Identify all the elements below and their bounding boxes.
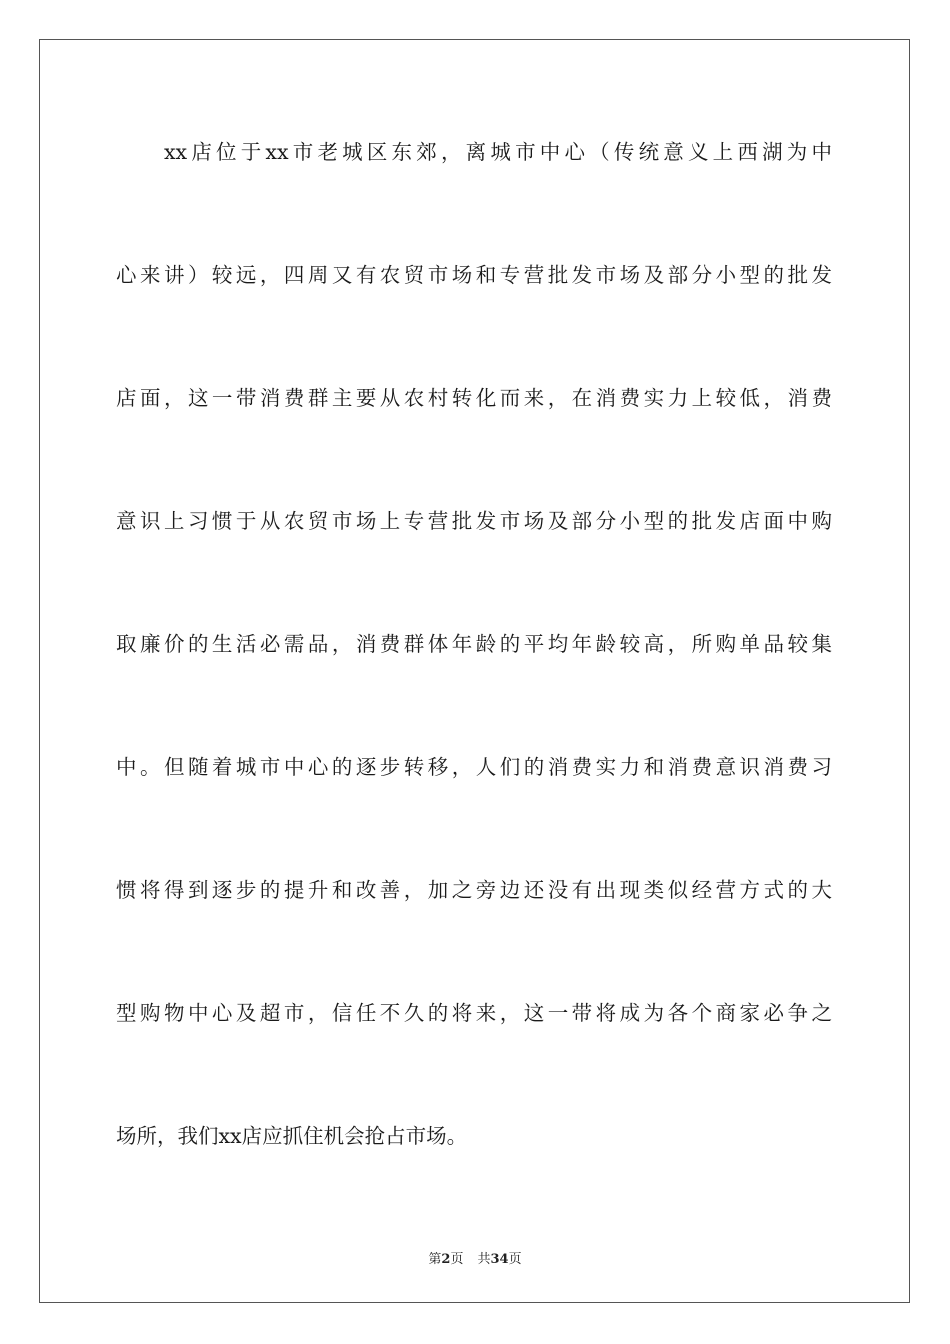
page-suffix: 页 — [450, 1252, 464, 1267]
paragraph-line-5: 取廉价的生活必需品，消费群体年龄的平均年龄较高，所购单品较集 — [116, 632, 832, 656]
paragraph-line-4: 意识上习惯于从农贸市场上专营批发市场及部分小型的批发店面中购 — [116, 509, 832, 533]
page-prefix: 第 — [428, 1252, 442, 1267]
paragraph-line-1: xx店位于xx市老城区东郊，离城市中心（传统意义上西湖为中 — [164, 140, 832, 164]
page-footer — [0, 1248, 950, 1267]
paragraph-line-2: 心来讲）较远，四周又有农贸市场和专营批发市场及部分小型的批发 — [116, 263, 832, 287]
total-pages: 34 — [490, 1252, 509, 1267]
paragraph-line-3: 店面，这一带消费群主要从农村转化而来，在消费实力上较低，消费 — [116, 386, 832, 410]
page-border — [39, 39, 910, 1303]
paragraph-line-9: 场所，我们xx店应抓住机会抢占市场。 — [116, 1124, 468, 1148]
total-prefix: 共 — [477, 1252, 491, 1267]
paragraph-line-8: 型购物中心及超市，信任不久的将来，这一带将成为各个商家必争之 — [116, 1001, 832, 1025]
paragraph-line-7: 惯将得到逐步的提升和改善，加之旁边还没有出现类似经营方式的大 — [116, 878, 832, 902]
total-suffix: 页 — [508, 1252, 522, 1267]
page-number: 2 — [441, 1252, 451, 1267]
paragraph-line-6: 中。但随着城市中心的逐步转移，人们的消费实力和消费意识消费习 — [116, 755, 832, 779]
